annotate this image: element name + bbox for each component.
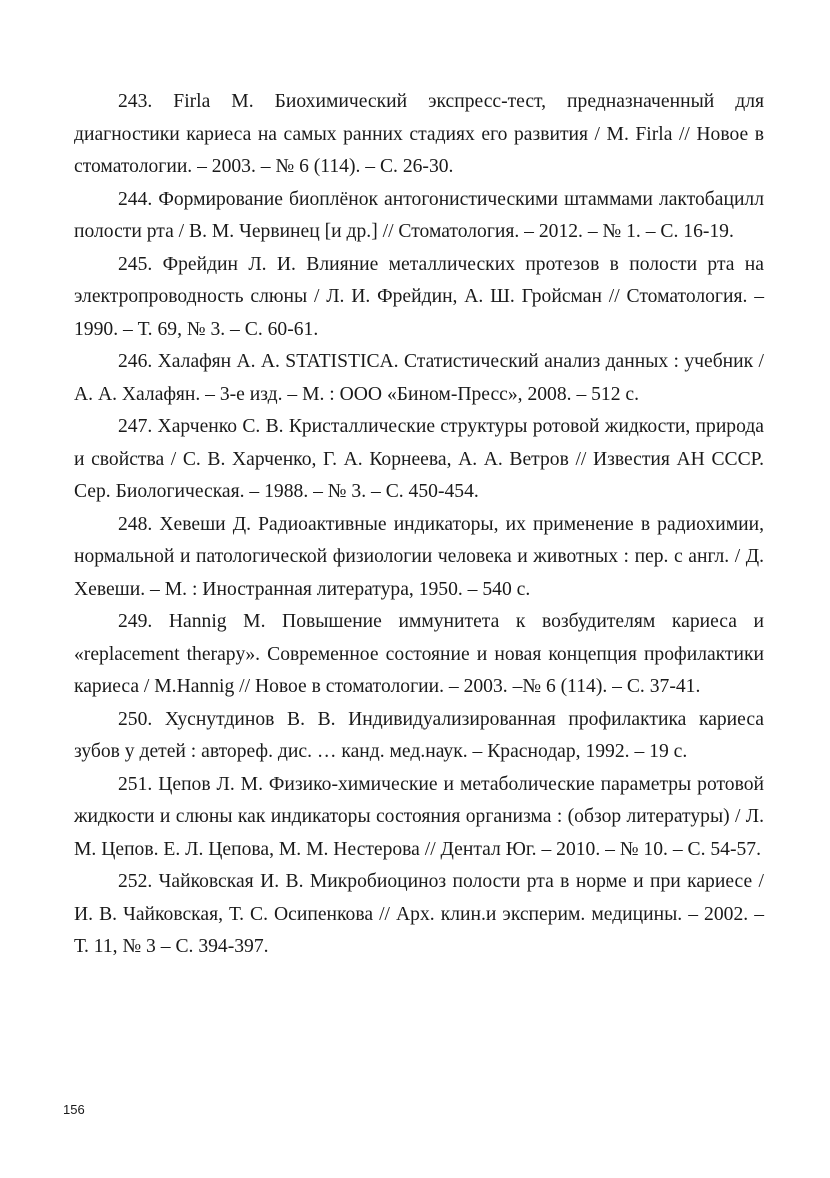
reference-entry-243: 243. Firla M. Биохимический экспресс-тест, предназначенный для диагностики кариеса на самых ранних стадиях его развития / M. Firla // Новое в стоматологии. – 2003. – № 6 (114). – С. 26-30. — [74, 91, 764, 177]
reference-entry-248: 248. Хевеши Д. Радиоактивные индикаторы, их применение в радиохимии, нормальной и патологической физиологии человека и животных : пер. с англ. / Д. Хевеши. – М. : Иностранная литература, 1950. – 540 с. — [74, 513, 764, 600]
reference-entry-244: 244. Формирование биоплёнок антогонистическими штаммами лактобацилл полости рта / В. М. Червинец [и др.] // Стоматология. – 2012. – № 1. – С. 16-19. — [74, 188, 764, 242]
reference-entry-245: 245. Фрейдин Л. И. Влияние металлических протезов в полости рта на электропроводность слюны / Л. И. Фрейдин, А. Ш. Гройсман // Стоматология. – 1990. – Т. 69, № 3. – С. 60-61. — [74, 253, 764, 340]
reference-entry-251: 251. Цепов Л. М. Физико-химические и метаболические параметры ротовой жидкости и слюны как индикаторы состояния организма : (обзор литературы) / Л. М. Цепов. Е. Л. Цепова, М. М. Нестерова // Дентал Юг. – 2010. – № 10. – С. 54-57. — [74, 773, 764, 860]
reference-entry-250: 250. Хуснутдинов В. В. Индивидуализированная профилактика кариеса зубов у детей : автореф. дис. … канд. мед.наук. – Краснодар, 1992. – 19 с. — [74, 708, 764, 762]
reference-entry-246: 246. Халафян А. А. STATISTICA. Статистический анализ данных : учебник / А. А. Халафян. – 3-е изд. – М. : ООО «Бином-Пресс», 2008. – 512 с. — [74, 351, 764, 405]
reference-entry-249: 249. Hannig M. Повышение иммунитета к возбудителям кариеса и «replacement therapy». Современное состояние и новая концепция профилактики кариеса / M.Hannig // Новое в стоматологии. – 2003. –№ 6 (114). – С. 37-41. — [74, 611, 764, 697]
reference-entry-247: 247. Харченко С. В. Кристаллические структуры ротовой жидкости, природа и свойства / С. В. Харченко, Г. А. Корнеева, А. А. Ветров // Известия АН СССР. Сер. Биологическая. – 1988. – № 3. – С. 450-454. — [74, 416, 764, 502]
page-number: 156 — [63, 1102, 85, 1117]
reference-list — [74, 86, 764, 964]
reference-entry-252: 252. Чайковская И. В. Микробиоциноз полости рта в норме и при кариесе / И. В. Чайковская, Т. С. Осипенкова // Арх. клин.и эксперим. медицины. – 2002. – Т. 11, № 3 – С. 394-397. — [74, 871, 764, 957]
